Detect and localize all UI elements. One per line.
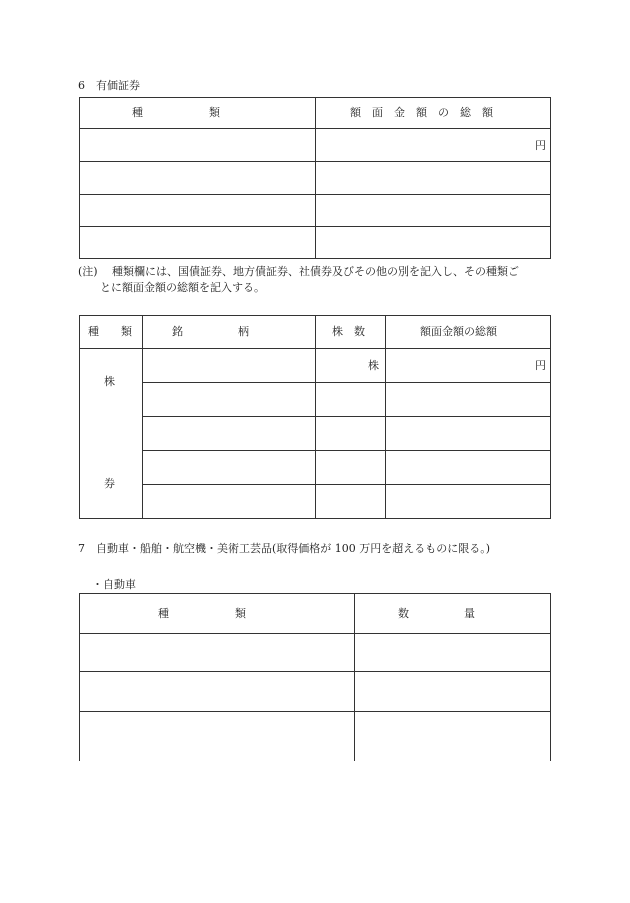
table2-row2-shares-cell[interactable] bbox=[316, 383, 385, 416]
table3-row1-type-cell[interactable] bbox=[80, 634, 354, 671]
table2-shares-unit: 株 bbox=[368, 359, 379, 372]
table3-row3-type-cell[interactable] bbox=[80, 712, 354, 761]
table1-row3-type-cell[interactable] bbox=[80, 195, 315, 226]
table2-header-shares: 株 数 bbox=[332, 325, 365, 338]
table1-row3-total-cell[interactable] bbox=[316, 195, 550, 226]
table1-row1-total-cell[interactable] bbox=[316, 129, 550, 161]
table2-row1-brand-cell[interactable] bbox=[143, 349, 315, 382]
table2-row5-brand-cell[interactable] bbox=[143, 485, 315, 518]
table2-stock-label-top: 株 bbox=[104, 375, 115, 388]
section-6-title: 6 有価証券 bbox=[78, 79, 140, 92]
table2-row3-brand-cell[interactable] bbox=[143, 417, 315, 450]
table2-yen-unit: 円 bbox=[535, 359, 546, 372]
section-7-subtitle: ・自動車 bbox=[92, 578, 136, 591]
note-line-1: 種類欄には、国債証券、地方債証券、社債券及びその他の別を記入し、その種類ご bbox=[112, 265, 519, 278]
table1-row2-type-cell[interactable] bbox=[80, 162, 315, 194]
table1-header-type: 種 類 bbox=[132, 106, 220, 119]
note-line-2: とに額面金額の総額を記入する。 bbox=[100, 281, 265, 294]
table3-header-type: 種 類 bbox=[158, 607, 246, 620]
table1-header-total: 額 面 金 額 の 総 額 bbox=[350, 106, 493, 119]
table1-row4-total-cell[interactable] bbox=[316, 227, 550, 258]
table2-row3-shares-cell[interactable] bbox=[316, 417, 385, 450]
table2-stock-label-bottom: 券 bbox=[104, 477, 115, 490]
table2-row3-total-cell[interactable] bbox=[386, 417, 550, 450]
table1-yen-unit: 円 bbox=[535, 139, 546, 152]
table2-header-brand: 銘 柄 bbox=[172, 325, 249, 338]
table3-header-qty: 数 量 bbox=[398, 607, 475, 620]
table2-row4-brand-cell[interactable] bbox=[143, 451, 315, 484]
table3-row2-qty-cell[interactable] bbox=[355, 672, 550, 711]
table2-header-total: 額面金額の総額 bbox=[420, 325, 497, 338]
table2-row5-shares-cell[interactable] bbox=[316, 485, 385, 518]
note-label: (注) bbox=[78, 265, 98, 278]
table3-row3-qty-cell[interactable] bbox=[355, 712, 550, 761]
table3-row1-qty-cell[interactable] bbox=[355, 634, 550, 671]
section-7-title: 7 自動車・船舶・航空機・美術工芸品(取得価格が 100 万円を超えるものに限る。) bbox=[78, 542, 491, 555]
table1-row2-total-cell[interactable] bbox=[316, 162, 550, 194]
table2-row1-total-cell[interactable] bbox=[386, 349, 550, 382]
table2-row1-shares-cell[interactable] bbox=[316, 349, 385, 382]
table2-header-type: 種 類 bbox=[88, 325, 132, 338]
table3-row2-type-cell[interactable] bbox=[80, 672, 354, 711]
table2-row4-total-cell[interactable] bbox=[386, 451, 550, 484]
table1-row1-type-cell[interactable] bbox=[80, 129, 315, 161]
table1-row4-type-cell[interactable] bbox=[80, 227, 315, 258]
table2-row2-total-cell[interactable] bbox=[386, 383, 550, 416]
table2-row2-brand-cell[interactable] bbox=[143, 383, 315, 416]
table2-row4-shares-cell[interactable] bbox=[316, 451, 385, 484]
table2-row5-total-cell[interactable] bbox=[386, 485, 550, 518]
